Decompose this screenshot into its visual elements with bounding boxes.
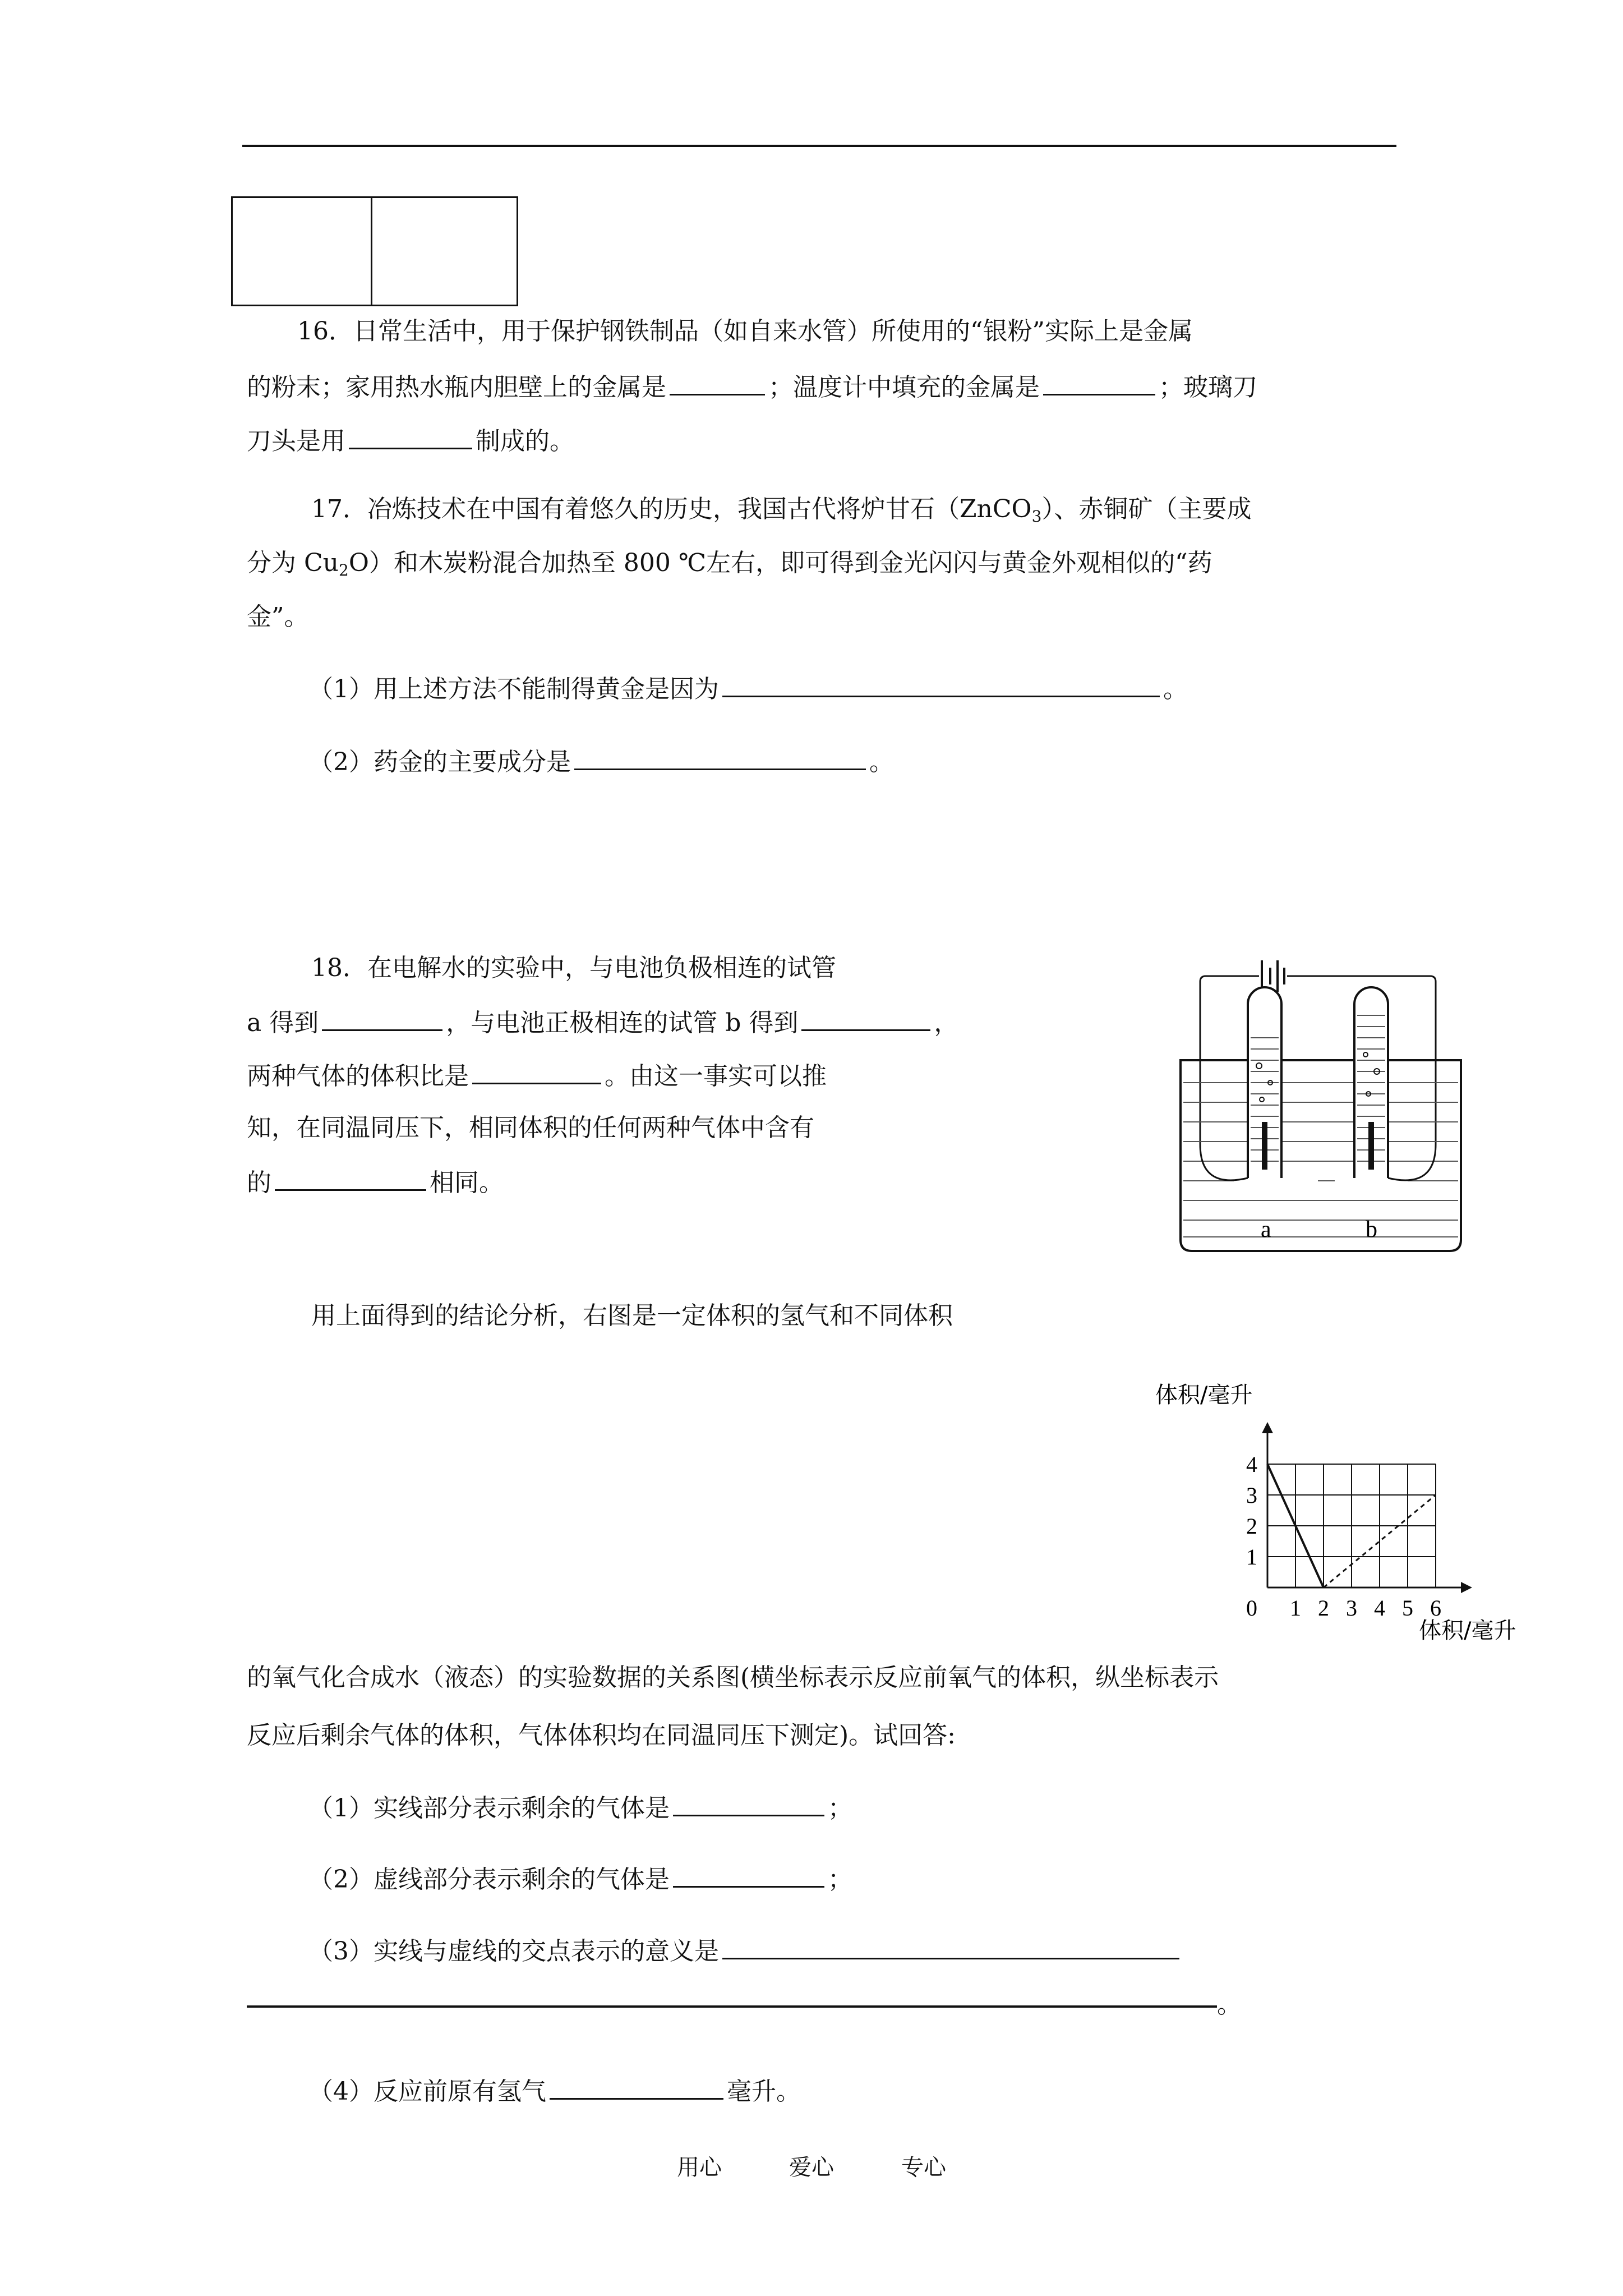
q18b-blank-1[interactable]: [673, 1792, 824, 1816]
q18b-s3-text: （3）实线与虚线的交点表示的意义是: [308, 1937, 719, 1966]
q18b-s2-end: ；: [828, 1865, 852, 1894]
q17-line3: 金”。: [247, 602, 309, 631]
page-footer: [0, 2154, 1623, 2181]
q18-text-c: ，: [934, 1009, 959, 1037]
origin-label: 0: [1246, 1595, 1257, 1621]
x-tick-label: 4: [1374, 1595, 1385, 1621]
q16-blank-2[interactable]: [1043, 371, 1155, 395]
q17-sub1-end: 。: [1163, 675, 1188, 703]
y-tick-label: 2: [1246, 1513, 1257, 1539]
q17-text-a: 17．冶炼技术在中国有着悠久的历史，我国古代将炉甘石（ZnCO: [311, 495, 1032, 523]
y-tick-label: 4: [1246, 1452, 1257, 1477]
chart-ticks: [1246, 1452, 1441, 1621]
q18-line1: 18．在电解水的实验中，与电池负极相连的试管: [311, 954, 836, 982]
x-tick-label: 6: [1430, 1595, 1441, 1621]
q18b-s3-end: 。: [1217, 1990, 1242, 2019]
q17-text-b: ）、赤铜矿（主要成: [1041, 495, 1252, 523]
table-fragment: [231, 196, 518, 306]
q18b-s2: [308, 1864, 852, 1895]
q17-line1: [311, 495, 1251, 526]
q18b-s4-text: （4）反应前原有氢气: [308, 2077, 546, 2106]
q18b-intro: 用上面得到的结论分析，右图是一定体积的氢气和不同体积: [311, 1301, 953, 1330]
q16-text-e: 制成的。: [476, 427, 574, 455]
q18-text-f: 的: [247, 1168, 271, 1197]
q18b-cont1: 的氧气化合成水（液态）的实验数据的关系图(横坐标表示反应前氧气的体积，纵坐标表示: [247, 1663, 1219, 1692]
q16-text-c: ；玻璃刀: [1159, 373, 1257, 402]
x-axis-arrow-icon: [1461, 1582, 1472, 1593]
q18b-s2-text: （2）虚线部分表示剩余的气体是: [308, 1865, 670, 1894]
q17-blank-2[interactable]: [574, 746, 866, 770]
q18-text-a: a 得到: [247, 1009, 319, 1037]
q16-blank-3[interactable]: [349, 425, 472, 449]
volume-chart: [1144, 1369, 1548, 1649]
q18b-cont2: 反应后剩余气体的体积，气体体积均在同温同压下测定)。试回答:: [247, 1721, 956, 1750]
q16-line3: [247, 425, 574, 457]
q18-blank-2[interactable]: [801, 1007, 930, 1031]
q17-sub-2: 2: [339, 561, 349, 579]
x-tick-label: 1: [1290, 1595, 1301, 1621]
footer-a: 用心: [677, 2155, 722, 2180]
y-axis-arrow-icon: [1262, 1422, 1273, 1433]
y-axis-label: 体积/毫升: [1155, 1382, 1253, 1408]
q18-blank-1[interactable]: [322, 1007, 442, 1031]
x-tick-label: 2: [1318, 1595, 1329, 1621]
q18-blank-4[interactable]: [275, 1167, 426, 1191]
q17-text-c: 分为 Cu: [247, 549, 339, 577]
q16-text-a: 的粉末；家用热水瓶内胆壁上的金属是: [247, 373, 666, 402]
q18b-blank-2[interactable]: [673, 1864, 824, 1888]
q16-text-b: ；温度计中填充的金属是: [768, 373, 1040, 402]
water-trough: [1181, 1060, 1461, 1251]
x-axis-label: 体积/毫升: [1419, 1618, 1516, 1644]
q18-blank-3[interactable]: [472, 1060, 601, 1084]
q16-text-d: 刀头是用: [247, 427, 345, 455]
table-divider: [371, 198, 372, 305]
q18-text-g: 相同。: [430, 1168, 504, 1197]
q17-sub-1: 3: [1031, 507, 1042, 526]
q18-text-e: 。由这一事实可以推: [605, 1062, 827, 1091]
q17-text-d: O）和木炭粉混合加热至 800 ℃左右，即可得到金光闪闪与黄金外观相似的“药: [348, 549, 1212, 577]
q18-line5: [247, 1167, 504, 1198]
q17-sub2-text: （2）药金的主要成分是: [308, 748, 571, 776]
electrolysis-apparatus-figure: [1166, 954, 1481, 1268]
q16-blank-1[interactable]: [670, 371, 765, 395]
x-tick-label: 3: [1346, 1595, 1357, 1621]
q16-line1: 16．日常生活中，用于保护钢铁制品（如自来水管）所使用的“银粉”实际上是金属: [297, 317, 1193, 346]
q18b-s1: [308, 1792, 852, 1824]
q18-text-b: ，与电池正极相连的试管 b 得到: [446, 1009, 799, 1037]
test-tube-b: [1354, 987, 1436, 1180]
q18b-s1-text: （1）实线部分表示剩余的气体是: [308, 1794, 670, 1823]
q17-sub2-end: 。: [869, 748, 894, 776]
y-tick-label: 3: [1246, 1483, 1257, 1508]
q17-line2: [247, 549, 1212, 580]
q18b-blank-4[interactable]: [550, 2076, 723, 2100]
q18b-s4-end: 毫升。: [727, 2077, 801, 2106]
chart-grid: [1262, 1422, 1472, 1593]
q18-line2: [247, 1007, 958, 1038]
footer-c: 专心: [901, 2155, 946, 2180]
x-tick-label: 5: [1402, 1595, 1413, 1621]
tube-label-a: a: [1261, 1217, 1271, 1243]
water-lines: [1183, 1083, 1458, 1237]
q18b-blank-3[interactable]: [722, 1935, 1179, 1959]
q16-line2: [247, 371, 1257, 403]
q18-line4: 知，在同温同压下，相同体积的任何两种气体中含有: [247, 1114, 814, 1142]
header-rule: [242, 145, 1396, 147]
q17-blank-1[interactable]: [722, 673, 1160, 697]
q17-sub2: [308, 746, 894, 777]
q18-line3: [247, 1060, 827, 1092]
q18b-s3: [308, 1935, 1183, 1967]
q18-text-d: 两种气体的体积比是: [247, 1062, 469, 1091]
q18b-s3-continuation: [247, 2005, 1217, 2008]
footer-b: 爱心: [789, 2155, 834, 2180]
q17-sub1-text: （1）用上述方法不能制得黄金是因为: [308, 675, 719, 703]
q17-sub1: [308, 673, 1188, 705]
y-tick-label: 1: [1246, 1544, 1257, 1570]
tube-label-b: b: [1366, 1217, 1377, 1243]
q18b-s4: [308, 2076, 801, 2107]
q18b-s1-end: ；: [828, 1794, 852, 1823]
test-tube-a: [1200, 987, 1281, 1180]
